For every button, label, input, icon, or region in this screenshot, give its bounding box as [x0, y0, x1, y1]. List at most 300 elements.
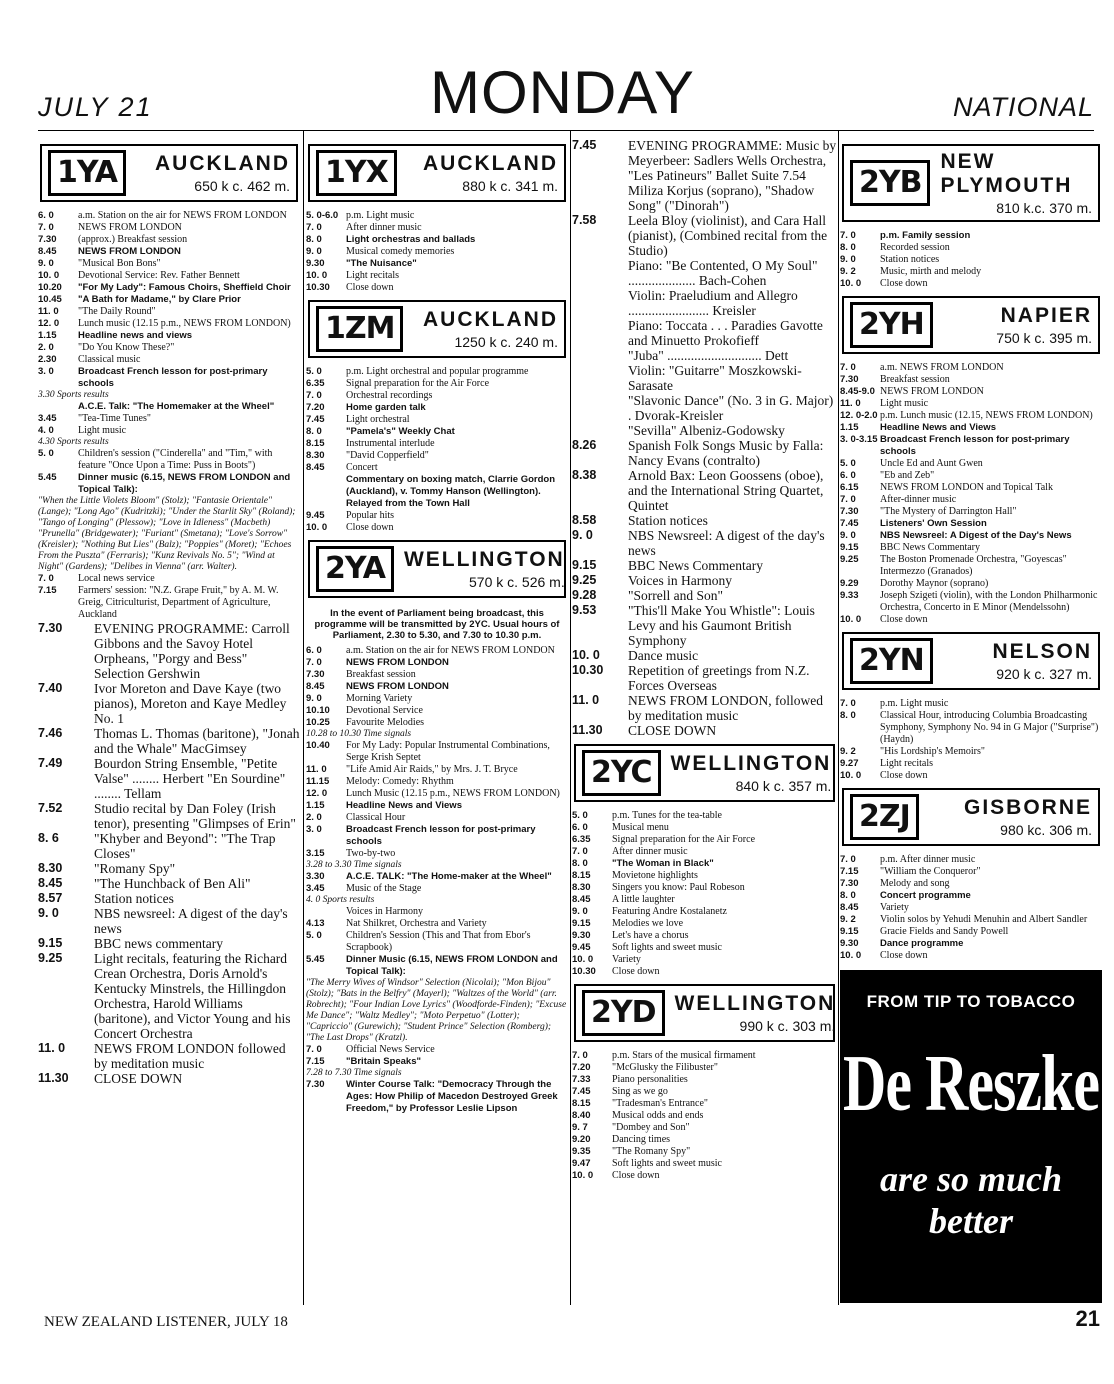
programme-time: 6. 0: [306, 645, 322, 656]
programme-row: [572, 1074, 837, 1086]
programme-row: [306, 693, 568, 705]
station-header: [308, 144, 566, 202]
programme-row: [572, 138, 837, 213]
programme-title: p.m. Lunch music (12.15, NEWS FROM LONDON): [880, 410, 1093, 421]
programme-title: Concert programme: [880, 890, 971, 901]
station-header: [574, 984, 835, 1042]
programme-time: 9.25: [38, 951, 63, 965]
programme-title: Music of the Stage: [346, 883, 422, 894]
programme-title: Light orchestras and ballads: [346, 234, 476, 245]
programme-title: After-dinner music: [880, 494, 957, 505]
programme-title: Piano personalities: [612, 1074, 688, 1085]
programme-time: 7. 0: [840, 698, 856, 709]
programme-title: Headline News and Views: [346, 800, 462, 811]
station-frequency: 980 kc. 306 m.: [1000, 822, 1092, 838]
programme-title: Spanish Folk Songs Music by Falla: Nancy Evans (contralto): [628, 438, 824, 468]
programme-title: Piano: Toccata . . . Paradies Gavotte and Minuetto Prokofieff: [628, 318, 823, 348]
programme-title: NBS Newsreel: A Digest of the Day's News: [880, 530, 1072, 541]
programme-row: [306, 788, 568, 800]
programme-time: 10. 0: [572, 1170, 594, 1181]
programme-time: 7. 0: [840, 494, 856, 505]
programme-note: 7.28 to 7.30 Time signals: [306, 1068, 402, 1078]
programme-row: [572, 810, 837, 822]
programme-row: [840, 230, 1102, 242]
programme-time: 9.53: [572, 603, 597, 617]
programme-time: 5. 0: [840, 458, 856, 469]
programme-time: 8.40: [572, 1110, 591, 1121]
programme-row: [572, 348, 837, 363]
programme-time: [572, 348, 628, 363]
programme-time: 8. 0: [572, 858, 588, 869]
programme-time: 9. 7: [572, 1122, 588, 1133]
programme-row: [38, 585, 300, 621]
programme-row: [572, 966, 837, 978]
programme-title: Close down: [346, 282, 394, 293]
programme-title: Dinner Music (6.15, NEWS FROM LONDON and Topical Talk):: [346, 954, 558, 977]
programme-title: Station notices: [880, 254, 940, 265]
programme-row: [38, 354, 300, 366]
programme-title: Voices in Harmony: [628, 573, 732, 588]
programme-title: NEWS FROM LONDON, followed by meditation music: [628, 693, 823, 723]
programme-title: CLOSE DOWN: [628, 723, 717, 738]
programme-time: 9.30: [840, 938, 859, 949]
station-note: In the event of Parliament being broadcast, this programme will be transmitted by 2YC. Usual hours of Parliament, 2.30 to 5.30, and 7.30 to 10.30 p.m.: [314, 608, 560, 641]
programme-row: [306, 1056, 568, 1068]
programme-row: [572, 393, 837, 423]
programme-title: "Dombey and Son": [612, 1122, 690, 1133]
programme-title: Violin solos by Yehudi Menuhin and Albert Sandler: [880, 914, 1088, 925]
programme-title: The Boston Promenade Orchestra, "Goyescas" Intermezzo (Granados): [880, 554, 1067, 577]
programme-time: 11. 0: [572, 693, 600, 707]
programme-row: [840, 770, 1102, 782]
advert: [840, 970, 1102, 1303]
programme-row: [38, 951, 300, 1041]
programme-title: Listeners' Own Session: [880, 518, 987, 529]
programme-title: "Pamela's" Weekly Chat: [346, 426, 455, 437]
programme-row: [840, 698, 1102, 710]
programme-row: [840, 506, 1102, 518]
programme-title: Local news service: [78, 573, 155, 584]
programme-time: 7.52: [38, 801, 63, 815]
programme-time: 9.29: [840, 578, 859, 589]
programme-row: [840, 758, 1102, 770]
programme-note: 3.30 Sports results: [38, 390, 109, 400]
programme-row: [306, 510, 568, 522]
programme-title: Signal preparation for the Air Force: [612, 834, 756, 845]
programme-title: Headline News and Views: [880, 422, 996, 433]
programme-time: 7. 0: [840, 854, 856, 865]
programme-time: 2. 0: [38, 342, 54, 353]
programme-time: 7.45: [840, 518, 859, 529]
programme-time: 10.45: [38, 294, 62, 305]
programme-title: a.m. Station on the air for NEWS FROM LONDON: [346, 645, 555, 656]
programme-row: [572, 318, 837, 348]
programme-row: [38, 756, 300, 801]
programme-row: [840, 746, 1102, 758]
programme-title: NEWS FROM LONDON: [78, 246, 181, 257]
programme-row: [840, 890, 1102, 902]
programme-title: "Khyber and Beyond": "The Trap Closes": [94, 831, 276, 861]
programme-title: "This'll Make You Whistle": Louis Levy and his Gaumont British Symphony: [628, 603, 815, 648]
programme-row: [306, 918, 568, 930]
programme-title: Close down: [880, 278, 928, 289]
programme-time: [572, 423, 628, 438]
programme-row: [572, 258, 837, 288]
programme-title: Dancing times: [612, 1134, 671, 1145]
programme-title: Gracie Fields and Sandy Powell: [880, 926, 1009, 937]
programme-title: "David Copperfield": [346, 450, 429, 461]
column-1: [38, 138, 300, 1303]
programme-row: [38, 448, 300, 472]
programme-row: [572, 588, 837, 603]
programme-time: [306, 474, 346, 510]
programme-title: Two-by-two: [346, 848, 396, 859]
programme-title: Soft lights and sweet music: [612, 1158, 722, 1169]
programme-row: [38, 306, 300, 318]
programme-title: NEWS FROM LONDON followed by meditation music: [94, 1041, 286, 1071]
programme-row: [840, 926, 1102, 938]
programme-title: Headline news and views: [78, 330, 193, 341]
programme-row: [840, 434, 1102, 458]
programme-time: 7. 0: [38, 222, 54, 233]
programme-row: [572, 723, 837, 738]
programme-time: 10.10: [306, 705, 330, 716]
programme-title: Orchestral recordings: [346, 390, 433, 401]
footer-publication: NEW ZEALAND LISTENER, JULY 18: [44, 1314, 288, 1330]
programme-time: 7.49: [38, 756, 63, 770]
programme-row: [840, 278, 1102, 290]
programme-title: Melody and song: [880, 878, 950, 889]
programme-row: [38, 413, 300, 425]
programme-row: [840, 902, 1102, 914]
programme-row: [572, 930, 837, 942]
programme-title: Dance programme: [880, 938, 964, 949]
programme-time: 9. 0: [38, 906, 59, 920]
programme-time: 11.30: [38, 1071, 69, 1085]
programme-time: 8.45: [840, 902, 859, 913]
programme-title: Children's session ("Cinderella" and "Tim," with feature "Once Upon a Time: Puss in Boots"): [78, 448, 273, 471]
programme-row: [572, 573, 837, 588]
programme-row: [840, 470, 1102, 482]
programme-time: 7. 0: [306, 657, 322, 668]
programme-note: 4. 0 Sports results: [306, 895, 375, 905]
programme-title: "Tea-Time Tunes": [78, 413, 151, 424]
programme-row: [840, 614, 1102, 626]
programme-time: 9. 2: [840, 266, 856, 277]
programme-title: "The Romany Spy": [612, 1146, 691, 1157]
programme-row: [306, 402, 568, 414]
programme-row: [38, 425, 300, 437]
programme-time: 10. 0: [306, 270, 328, 281]
programme-time: 7. 0: [572, 846, 588, 857]
programme-row: [572, 1146, 837, 1158]
programme-row: [840, 914, 1102, 926]
programme-time: 7.30: [38, 234, 57, 245]
advert-headline: FROM TIP TO TOBACCO: [866, 992, 1076, 1011]
programme-time: [572, 258, 628, 288]
station-frequency: 990 k c. 303 m.: [739, 1018, 836, 1034]
programme-time: 8.45: [38, 876, 63, 890]
programme-time: 3. 0: [38, 366, 54, 377]
programme-row: [572, 870, 837, 882]
programme-note: 10.28 to 10.30 Time signals: [306, 729, 412, 739]
programme-row: [572, 858, 837, 870]
programme-title: Uncle Ed and Aunt Gwen: [880, 458, 983, 469]
programme-row: [306, 270, 568, 282]
station-city: AUCKLAND: [423, 152, 558, 175]
programme-title: Close down: [880, 614, 928, 625]
programme-time: 9. 0: [306, 693, 322, 704]
programme-title: Light recitals: [346, 270, 400, 281]
programme-row: [306, 669, 568, 681]
programme-row: [306, 954, 568, 978]
programme-row: [306, 883, 568, 895]
programme-title: Musical odds and ends: [612, 1110, 704, 1121]
header-rule: [38, 130, 1094, 131]
programme-time: 7. 0: [840, 230, 856, 241]
programme-title: BBC News Commentary: [628, 558, 763, 573]
advert-tagline: are so much better: [879, 1159, 1063, 1241]
station-frequency: 750 k c. 395 m.: [996, 330, 1092, 346]
station-city: WELLINGTON: [403, 548, 565, 571]
programme-time: 8.45: [306, 462, 325, 473]
programme-row: [38, 831, 300, 861]
programme-title: Musical comedy memories: [346, 246, 455, 257]
programme-title: p.m. Tunes for the tea-table: [612, 810, 722, 821]
programme-time: 10. 0: [38, 270, 60, 281]
programme-time: 5.45: [38, 472, 57, 483]
station-header: [40, 144, 298, 202]
programme-title: Melody: Comedy: Rhythm: [346, 776, 454, 787]
programme-time: 7.45: [306, 414, 325, 425]
programme-row: [306, 776, 568, 788]
programme-row: [572, 1050, 837, 1062]
programme-time: 7.30: [38, 621, 63, 635]
programme-title: NEWS FROM LONDON: [78, 222, 182, 233]
station-frequency: 650 k c. 462 m.: [194, 178, 290, 194]
station-info: [671, 752, 832, 794]
programme-title: Children's Session (This and That from Ebor's Scrapbook): [346, 930, 531, 953]
programme-row: [840, 518, 1102, 530]
programme-time: 8. 0: [306, 234, 322, 245]
programme-title: Recorded session: [880, 242, 950, 253]
programme-title: p.m. Light orchestral and popular programme: [346, 366, 529, 377]
programme-row: [306, 717, 568, 729]
programme-time: 10. 0: [840, 614, 862, 625]
programme-row: [572, 648, 837, 663]
programme-time: 7.45: [572, 1086, 591, 1097]
programme-time: 1.15: [306, 800, 325, 811]
programme-title: Broadcast French lesson for post-primary schools: [346, 824, 536, 847]
programme-row: [572, 1170, 837, 1182]
programme-title: Violin: "Guitarre" Moszkowski-Sarasate: [628, 363, 802, 393]
column-divider: [570, 130, 571, 1305]
programme-row: [306, 378, 568, 390]
station-block: [840, 144, 1102, 290]
programme-title: A.C.E. TALK: "The Home-maker at the Wheel": [346, 871, 552, 882]
programme-time: 7.15: [38, 585, 57, 596]
programme-time: 6.15: [840, 482, 859, 493]
programme-row: [572, 513, 837, 528]
station-city: GISBORNE: [963, 796, 1092, 819]
programme-time: 10.20: [38, 282, 62, 293]
programme-title: NEWS FROM LONDON: [346, 681, 449, 692]
programme-row: [840, 482, 1102, 494]
programme-title: "Romany Spy": [94, 861, 176, 876]
programme-row: [38, 342, 300, 354]
programme-title: BBC news commentary: [94, 936, 223, 951]
header-day: MONDAY: [430, 59, 695, 126]
programme-time: 7.20: [306, 402, 325, 413]
programme-time: 11.15: [306, 776, 330, 787]
station-header: [842, 144, 1100, 222]
programme-title: Light recitals, featuring the Richard Crean Orchestra, Doris Arnold's Kentucky Minstrels, the Hillingdon Orchestra, Harold Williams (baritone), and Victor Young and his Concert Orchestra: [94, 951, 291, 1041]
programme-row: [306, 426, 568, 438]
programme-title: Concert: [346, 462, 378, 473]
programme-time: 8.45: [572, 894, 591, 905]
programme-title: Variety: [880, 902, 909, 913]
programme-time: 9.47: [572, 1158, 591, 1169]
programme-title: Lunch music (12.15 p.m., NEWS FROM LONDON): [78, 318, 291, 329]
programme-time: 9.20: [572, 1134, 591, 1145]
programme-time: 9.28: [572, 588, 597, 602]
programme-time: 9. 2: [840, 914, 856, 925]
programme-row: [38, 936, 300, 951]
programme-time: 9. 0: [840, 254, 856, 265]
programme-time: 7. 0: [306, 222, 322, 233]
programme-title: Ivor Moreton and Dave Kaye (two pianos), Moreton and Kaye Medley No. 1: [94, 681, 287, 726]
programme-row: [840, 494, 1102, 506]
programme-title: Thomas L. Thomas (baritone), "Jonah and the Whale" MacGimsey: [94, 726, 300, 756]
programme-row: [840, 422, 1102, 434]
programme-title: Variety: [612, 954, 641, 965]
programme-time: 6. 0: [572, 822, 588, 833]
programme-row: [840, 266, 1102, 278]
station-header: [842, 788, 1100, 846]
station-header: [842, 296, 1100, 354]
programme-row: [306, 474, 568, 510]
programme-title: CLOSE DOWN: [94, 1071, 183, 1086]
programme-row: [572, 954, 837, 966]
programme-row: [38, 621, 300, 681]
programme-time: 6. 0: [840, 470, 856, 481]
station-info: [675, 992, 836, 1034]
programme-row: [572, 846, 837, 858]
station-block: [840, 296, 1102, 626]
programme-time: 3.30: [306, 871, 325, 882]
programme-title: "Life Amid Air Raids," by Mrs. J. T. Bryce: [346, 764, 518, 775]
programme-time: 3. 0: [306, 824, 322, 835]
programme-time: 9. 0: [840, 530, 856, 541]
programme-time: 1.15: [840, 422, 859, 433]
programme-row: [840, 950, 1102, 962]
programme-row: [306, 210, 568, 222]
programme-time: 9.15: [38, 936, 63, 950]
programme-time: 8.30: [306, 450, 325, 461]
programme-title: A.C.E. Talk: "The Homemaker at the Wheel": [78, 401, 275, 412]
programme-title: Broadcast French lesson for post-primary schools: [880, 434, 1070, 457]
station-city: AUCKLAND: [423, 308, 558, 331]
programme-time: 9. 0: [306, 246, 322, 257]
programme-row: [38, 1071, 300, 1086]
programme-time: 8.30: [38, 861, 63, 875]
station-block: [306, 144, 568, 294]
programme-row: [306, 657, 568, 669]
programme-title: "Juba" ............................ Dett: [628, 348, 789, 363]
programme-row: [840, 362, 1102, 374]
programme-title: Bourdon String Ensemble, "Petite Valse" ........ Herbert "En Sourdine" ........ Tellam: [94, 756, 286, 801]
programme-title: Signal preparation for the Air Force: [346, 378, 490, 389]
programme-title: Sing as we go: [612, 1086, 668, 1097]
programme-title: Breakfast session: [346, 669, 416, 680]
programme-row: [840, 398, 1102, 410]
station-logo: 2YC: [582, 750, 661, 796]
programme-title: NBS Newsreel: A digest of the day's news: [628, 528, 825, 558]
programme-time: 8. 6: [38, 831, 59, 845]
programme-time: 8.45: [38, 246, 57, 257]
programme-time: 5. 0: [306, 930, 322, 941]
programme-row: [38, 366, 300, 390]
programme-row: [840, 854, 1102, 866]
programme-title: Commentary on boxing match, Clarrie Gordon (Auckland), v. Tommy Hanson (Wellington). Relayed from the Town Hall: [346, 474, 556, 509]
programme-row: [306, 414, 568, 426]
station-logo: 2YH: [850, 302, 933, 348]
programme-title: "The Mystery of Darrington Hall": [880, 506, 1017, 517]
station-city: AUCKLAND: [155, 152, 290, 175]
programme-row: [38, 906, 300, 936]
programme-time: 7.20: [572, 1062, 591, 1073]
programme-title: NEWS FROM LONDON: [880, 386, 984, 397]
programme-row: [38, 270, 300, 282]
programme-title: EVENING PROGRAMME: Carroll Gibbons and the Savoy Hotel Orpheans, "Porgy and Bess" Selection Gershwin: [94, 621, 290, 681]
station-block: [38, 144, 300, 1086]
header-network: NATIONAL: [952, 92, 1094, 122]
programme-note: "When the Little Violets Bloom" (Stolz); "Fantasie Orientale" (Lange); "Long Ago" (Kudritzki); "Under the Starlit Sky" (Roland); "Tango of Longing" (Plessow); "Love in Idleness" (Macbeth) "Prunella" (Bridgewater); "Furiant" (Smetana); "Love's Sorrow" (Kreisler); "Nothing But Lies" (Balz); "Poppies" (Moret); "Echoes From the Puszta" (Ferraris); "Kunz Revivals No. 5"; "Wind at Night" (Gardens); "Delibes in Vienna" (arr. Walter).: [38, 496, 296, 572]
programme-row: [306, 871, 568, 883]
programme-title: Repetition of greetings from N.Z. Forces Overseas: [628, 663, 810, 693]
programme-row: [572, 288, 837, 318]
programme-time: 7.45: [572, 138, 597, 152]
programme-title: Official News Service: [346, 1044, 435, 1055]
programme-title: Breakfast session: [880, 374, 950, 385]
programme-time: 11. 0: [306, 764, 327, 775]
programme-time: 12. 0-2.0: [840, 410, 878, 421]
programme-time: 7.30: [306, 1079, 325, 1090]
station-frequency: 920 k c. 327 m.: [996, 666, 1092, 682]
programme-title: p.m. After dinner music: [880, 854, 976, 865]
station-frequency: 570 k c. 526 m.: [469, 574, 565, 590]
programme-time: 8. 0: [840, 242, 856, 253]
programme-row: [306, 800, 568, 812]
station-block: [306, 540, 568, 1115]
programme-time: 10.30: [306, 282, 330, 293]
programme-row: [38, 330, 300, 342]
programme-time: 9.30: [306, 258, 325, 269]
programme-title: "Musical Bon Bons": [78, 258, 161, 269]
programme-time: 10. 0: [840, 770, 862, 781]
station-frequency: 840 k c. 357 m.: [735, 778, 832, 794]
station-logo: 2YA: [316, 546, 394, 592]
programme-time: 9. 0: [38, 258, 54, 269]
station-header: [308, 540, 566, 598]
programme-title: Let's have a chorus: [612, 930, 689, 941]
programme-title: (approx.) Breakfast session: [78, 234, 188, 245]
programme-title: BBC News Commentary: [880, 542, 980, 553]
programme-title: Broadcast French lesson for post-primary schools: [78, 366, 268, 389]
programme-time: 8. 0: [840, 710, 856, 721]
programme-time: 11.30: [572, 723, 603, 737]
programme-time: 10. 0: [840, 278, 862, 289]
